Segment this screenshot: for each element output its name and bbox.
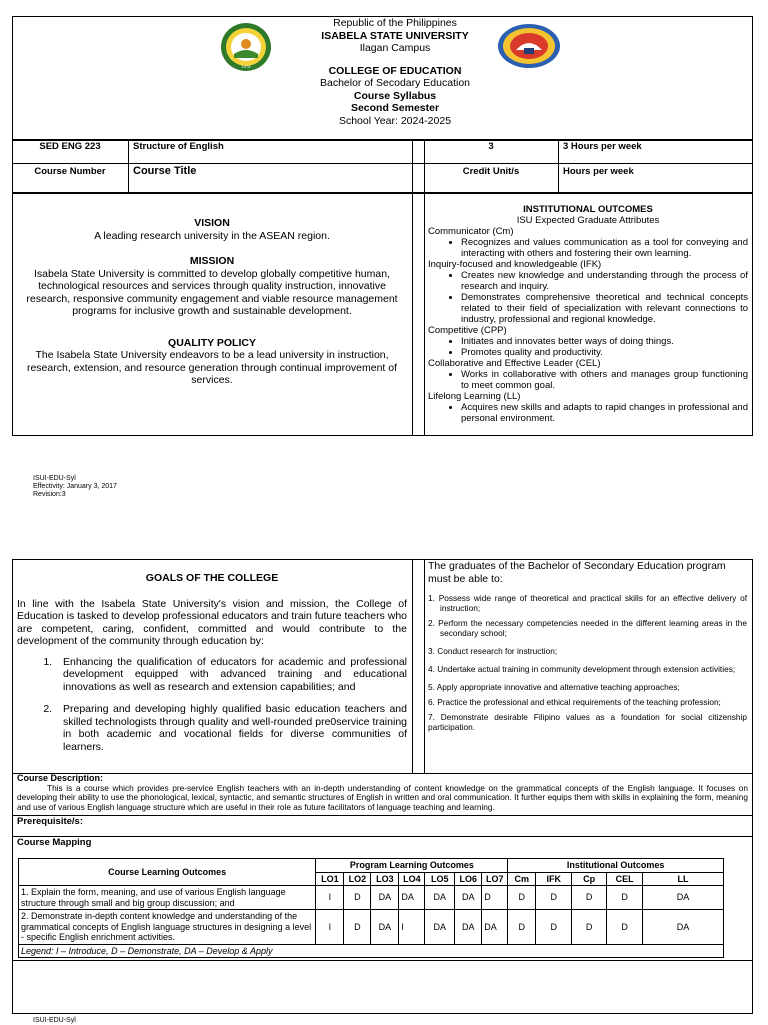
header-plo: Program Learning Outcomes <box>316 859 508 873</box>
po-6: 6. Practice the professional and ethical requirements of the teaching profession; <box>428 697 721 707</box>
io-lifelong: Lifelong Learning (LL) <box>428 391 521 402</box>
prerequisite-label: Prerequisite/s: <box>17 816 83 827</box>
table-cell: D <box>344 886 371 910</box>
seal-year: 1978 <box>241 64 251 69</box>
course-title: Structure of English <box>133 141 224 152</box>
footer-revision: Revision:3 <box>33 491 66 498</box>
table-cell: D <box>482 886 508 910</box>
table-cell: D <box>536 886 572 910</box>
header-lo4: LO4 <box>399 872 425 886</box>
credit-units: 3 <box>488 141 494 152</box>
header-cp: Cp <box>572 872 607 886</box>
program-name: Bachelor of Secodary Education <box>319 77 470 89</box>
header-lo1: LO1 <box>316 872 344 886</box>
header-cel: CEL <box>607 872 643 886</box>
table-cell: DA <box>399 886 425 910</box>
io-cel-1: • Works in collaborative with others and manages group functioning to meet common goal. <box>461 369 748 391</box>
header-ifk: IFK <box>536 872 572 886</box>
header-lo7: LO7 <box>482 872 508 886</box>
goals-intro: In line with the Isabela State University's vision and mission, the College of Education is tasked to develop professional educators and train future teachers who are competent, caring, confident, committed and would contribute to the development of the community through education by: <box>17 597 407 647</box>
goals-section <box>17 572 407 763</box>
legend: Legend: I – Introduce, D – Demonstrate, DA – Develop & Apply <box>19 944 724 958</box>
io-ifk-2: • Demonstrates comprehensive theoretical and technical concepts related to their field of specialization with relevant connections to industry, professional and regional knowledge. <box>461 292 748 325</box>
io-title: INSTITUTIONAL OUTCOMES <box>523 204 653 215</box>
table-cell: D <box>572 910 607 945</box>
table-cell: D <box>572 886 607 910</box>
table-cell: DA <box>425 886 455 910</box>
table-cell: DA <box>643 910 724 945</box>
header-lo3: LO3 <box>371 872 399 886</box>
table-cell: D <box>607 910 643 945</box>
label-hours: Hours per week <box>563 166 634 177</box>
po-intro: The graduates of the Bachelor of Secondary Education program must be able to: <box>428 560 726 585</box>
course-mapping-table <box>18 858 724 958</box>
campus-name: Ilagan Campus <box>359 42 431 54</box>
header-clo: Course Learning Outcomes <box>19 859 316 886</box>
header-cm: Cm <box>508 872 536 886</box>
table-cell: D <box>508 886 536 910</box>
table-cell: DA <box>643 886 724 910</box>
course-mapping-label: Course Mapping <box>17 837 92 848</box>
course-number: SED ENG 223 <box>39 141 101 152</box>
io-cm-1: • Recognizes and values communication as a tool for conveying and interacting with others and fostering their own learning. <box>461 237 748 259</box>
course-description-text: This is a course which provides pre-service English teachers with an in-depth understanding of content knowledge on the grammatical concepts of the English language. It focuses on developing their ability to use the phonological, lexical, syntactic, and semantic structures of English in written and oral communication. It further equips them with skills in explaining the form, meaning and use of various English language structure which are useful in their role as future facilitators of language teaching and learning. <box>17 782 748 812</box>
table-row <box>19 886 724 910</box>
college-name: COLLEGE OF EDUCATION <box>328 64 462 77</box>
table-cell: DA <box>425 910 455 945</box>
mission-text: Isabela State University is committed to develop globally competitive human, technological resources and services through quality instruction, innovative research, responsive community engagement and viable resource management programs for inclusive growth and sustainable development. <box>26 267 398 317</box>
io-ll-1: • Acquires new skills and adapts to rapid changes in professional and personal environment. <box>461 402 748 424</box>
quality-policy-text: The Isabela State University endeavors to be a lead university in instruction, research, extension, and resource generation through continual improvement of services. <box>26 349 398 386</box>
mission-title: MISSION <box>189 255 235 267</box>
institutional-outcomes <box>428 204 748 424</box>
table-cell: D <box>607 886 643 910</box>
course-description-label: Course Description: <box>17 773 104 783</box>
header-lo6: LO6 <box>455 872 482 886</box>
label-course-title: Course Title <box>133 165 197 177</box>
goals-title: GOALS OF THE COLLEGE <box>145 572 279 584</box>
table-cell: I <box>316 886 344 910</box>
document-type: Course Syllabus <box>353 89 437 102</box>
table-cell: DA <box>455 910 482 945</box>
quality-policy-title: QUALITY POLICY <box>168 336 256 349</box>
po-4: 4. Undertake actual training in community development through extension activities; <box>428 664 736 674</box>
goal-item-1: 1. Enhancing the qualification of educators for academic and professional development equipped with advanced training and educational innovations as well as research and extension capabilities; and <box>55 656 407 694</box>
vision-text: A leading research university in the ASEAN region. <box>94 229 330 242</box>
table-cell: DA <box>371 886 399 910</box>
po-5: 5. Apply appropriate innovative and alternative teaching approaches; <box>428 682 680 692</box>
footer-code: ISUI-EDU-Syl <box>33 475 76 482</box>
po-7: 7. Demonstrate desirable Filipino values as a foundation for social citizenship participation. <box>428 712 747 732</box>
label-course-number: Course Number <box>34 166 106 177</box>
po-1: 1. Possess wide range of theoretical and practical skills for an effective delivery of instruction; <box>428 593 747 613</box>
page2-footer: ISUI-EDU-Syl <box>33 1017 76 1024</box>
table-cell: I <box>316 910 344 945</box>
vision-title: VISION <box>194 217 230 229</box>
io-cpp-1: • Initiates and innovates better ways of doing things. <box>461 336 748 347</box>
program-outcomes <box>428 560 747 732</box>
table-cell: D <box>536 910 572 945</box>
po-2: 2. Perform the necessary competencies needed in the different learning areas in the secondary school; <box>428 618 747 638</box>
school-year: School Year: 2024-2025 <box>338 114 452 127</box>
university-name: ISABELA STATE UNIVERSITY <box>321 29 469 42</box>
header-lo5: LO5 <box>425 872 455 886</box>
table-cell: D <box>344 910 371 945</box>
outcome-cell: 2. Demonstrate in-depth content knowledge and understanding of the grammatical concepts of English language structures in designing a level - specific English enrichment activities. <box>19 910 316 945</box>
header-text <box>200 17 590 127</box>
table-cell: DA <box>371 910 399 945</box>
semester: Second Semester <box>350 102 440 114</box>
header-lo2: LO2 <box>344 872 371 886</box>
io-collaborative: Collaborative and Effective Leader (CEL) <box>428 358 601 369</box>
footer-effectivity: Effectivity: January 3, 2017 <box>33 483 117 490</box>
io-cpp-2: • Promotes quality and productivity. <box>461 347 748 358</box>
label-credit-units: Credit Unit/s <box>462 166 520 177</box>
io-ifk-1: • Creates new knowledge and understanding through the process of research and inquiry. <box>461 270 748 292</box>
po-3: 3. Conduct research for instruction; <box>428 646 558 656</box>
table-cell: I <box>399 910 425 945</box>
republic-line: Republic of the Philippines <box>333 17 457 29</box>
table-cell: DA <box>482 910 508 945</box>
course-description <box>17 774 748 812</box>
io-communicator: Communicator (Cm) <box>428 226 514 237</box>
io-subtitle: ISU Expected Graduate Attributes <box>516 215 660 226</box>
table-row <box>19 910 724 945</box>
table-cell: D <box>508 910 536 945</box>
table-cell: DA <box>455 886 482 910</box>
io-competitive: Competitive (CPP) <box>428 325 507 336</box>
outcome-cell: 1. Explain the form, meaning, and use of various English language structure through small and big group discussion; and <box>19 886 316 910</box>
header-io: Institutional Outcomes <box>508 859 724 873</box>
header-ll: LL <box>643 872 724 886</box>
vmq-section <box>16 217 408 387</box>
page1-footer <box>33 475 117 499</box>
goal-item-2: 2. Preparing and developing highly qualified basic education teachers and skilled technologists through quality and well-rounded pre0service training in both academic and vocational fields for diverse communities of learners. <box>55 703 407 753</box>
io-inquiry: Inquiry-focused and knowledgeable (IFK) <box>428 259 602 270</box>
hours-per-week: 3 Hours per week <box>563 141 642 152</box>
